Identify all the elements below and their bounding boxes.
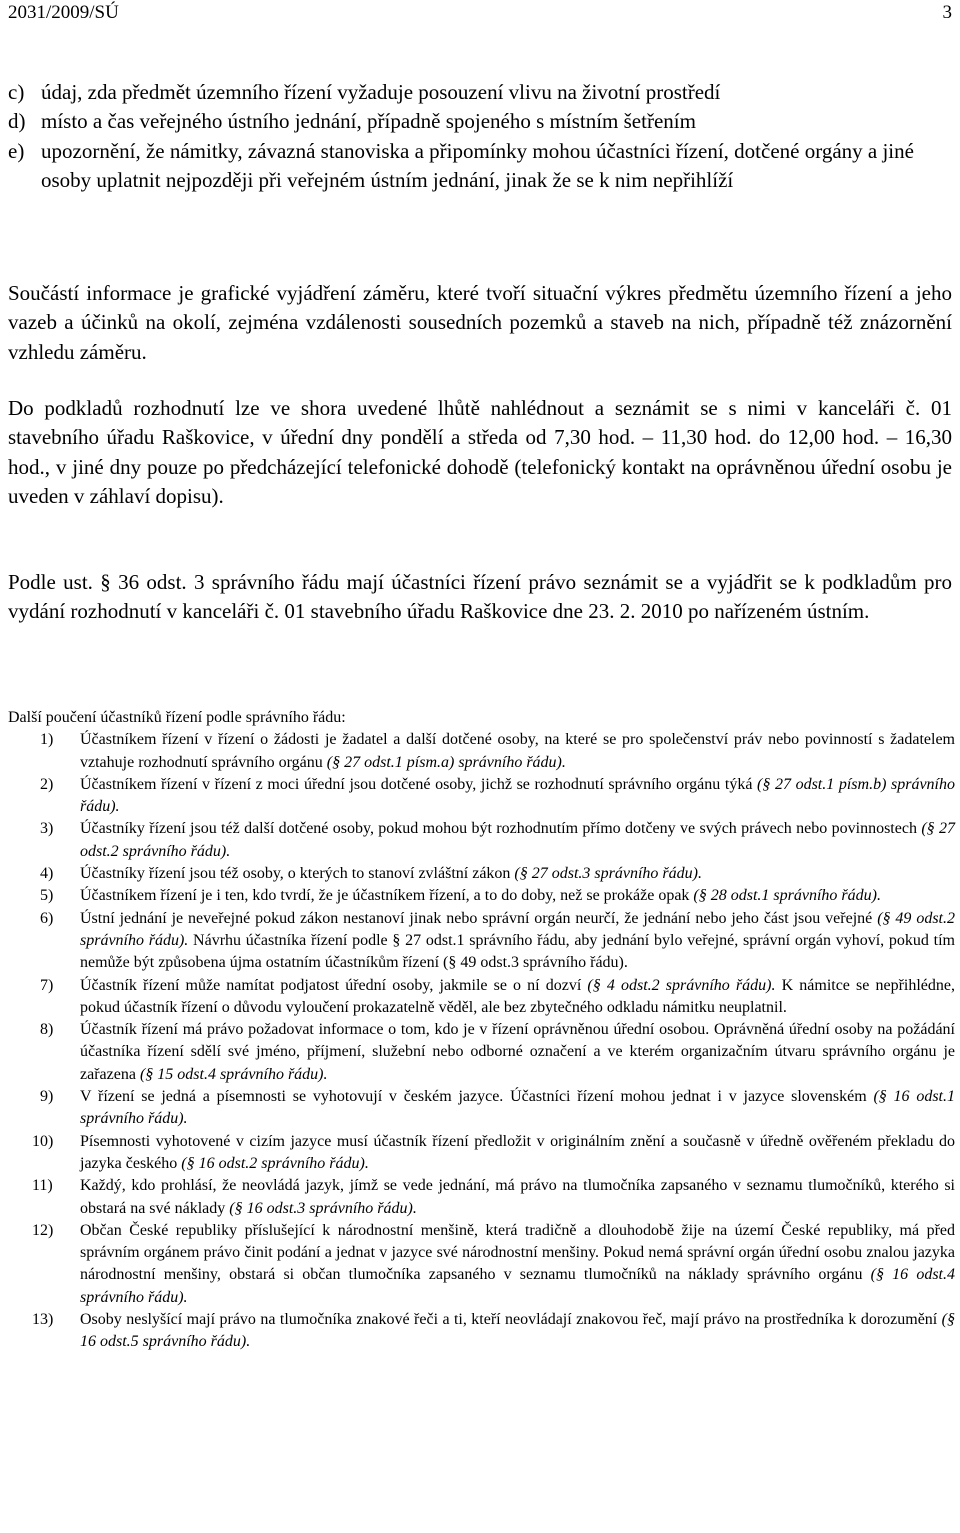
legal-reference: (§ 16 odst.3 správního řádu). xyxy=(229,1199,417,1217)
legal-reference: (§ 27 odst.3 správního řádu). xyxy=(514,865,702,883)
instruction-text: Občan České republiky příslušející k národnostní menšině, která tradičně a dlouhodobě žije na území České republiky, má před správním orgánem právo činit podání a jednat v jazyce své národnostní menšiny. Pokud nemá správní orgán úřední osobu znalou jazyka národnostní menšiny, obstará si občan tlumočníka zapsaného v seznamu tlumočníků na náklady správního orgánu xyxy=(80,1221,955,1284)
instruction-item xyxy=(8,908,955,975)
legal-reference: (§ 15 odst.4 správního řádu). xyxy=(139,1065,328,1083)
legal-reference: (§ 49 odst.2 správního řádu). xyxy=(80,909,956,949)
instruction-number: 11) xyxy=(32,1177,53,1195)
instruction-item xyxy=(8,1086,955,1131)
instruction-number: 9) xyxy=(40,1088,54,1106)
instruction-item xyxy=(8,863,955,885)
instruction-item xyxy=(8,1309,955,1354)
legal-reference: (§ 16 odst.4 správního řádu). xyxy=(80,1266,955,1306)
instruction-number: 12) xyxy=(32,1221,54,1239)
instruction-number: 4) xyxy=(40,865,54,883)
instruction-item xyxy=(8,1019,955,1086)
instructions-list xyxy=(8,729,955,1353)
instruction-text: Účastníkem řízení v řízení z moci úřední jsou dotčené osoby, jichž se rozhodnutí správního orgánu týká xyxy=(80,775,758,793)
instruction-text: Účastník řízení má právo požadovat informace o tom, kdo je v řízení oprávněnou úřední osobou. Oprávněná úřední osoby na požádání účastníka řízení sdělí své jméno, příjmení, služební nebo odborné označení a ve kterém organizačním útvaru správního orgánu je zařazena xyxy=(80,1021,955,1083)
legal-reference: (§ 4 odst.2 správního řádu). xyxy=(587,976,776,994)
instructions-heading: Další poučení účastníků řízení podle správního řádu: xyxy=(8,709,346,726)
instruction-item xyxy=(8,1131,955,1176)
page-header xyxy=(8,2,952,24)
legal-reference: (§ 16 odst.5 správního řádu). xyxy=(80,1311,955,1351)
legal-reference: (§ 16 odst.2 správního řádu). xyxy=(181,1154,369,1172)
instruction-item xyxy=(8,885,955,907)
instruction-text: Ústní jednání je neveřejné pokud zákon nestanoví jinak nebo správní orgán neurčí, že jednání nebo jeho část jsou veřejné xyxy=(80,909,878,927)
graphic-expression-paragraph: Součástí informace je grafické vyjádření záměru, které tvoří situační výkres předmětu územního řízení a jeho vazeb a účinků na okolí, zejména vzdálenosti sousedních pozemků a staveb na nich, případně též znázornění vzhledu záměru. xyxy=(8,281,952,364)
requirement-text: místo a čas veřejného ústního jednání, případně spojeného s místním šetřením xyxy=(41,109,696,134)
instruction-text: V řízení se jedná a písemnosti se vyhotovují v českém jazyce. Účastníci řízení mohou jednat i v jazyce slovenském xyxy=(80,1088,874,1106)
instruction-number: 6) xyxy=(40,909,54,927)
requirement-item xyxy=(8,107,952,136)
instruction-number: 10) xyxy=(32,1132,54,1150)
legal-reference: (§ 28 odst.1 správního řádu). xyxy=(693,887,881,905)
requirement-item xyxy=(8,137,952,196)
instruction-text: Účastníky řízení jsou též další dotčené osoby, pokud mohou být rozhodnutím přímo dotčeny ve svých právech nebo povinnostech xyxy=(80,820,922,838)
instruction-item xyxy=(8,774,955,819)
instruction-number: 13) xyxy=(32,1311,54,1329)
legal-reference: (§ 27 odst.1 písm.a) správního řádu). xyxy=(326,753,566,771)
instruction-number: 1) xyxy=(40,731,54,749)
instruction-continuation: K námitce se nepřihlédne, pokud účastník řízení o důvodu vyloučení prokazatelně věděl, ale bez zbytečného odkladu námitku neuplatnil. xyxy=(80,976,955,1016)
instruction-text: Každý, kdo prohlásí, že neovládá jazyk, jímž se vede jednání, má právo na tlumočníka zapsaného v seznamu tlumočníků, kterého si obstará na své náklady xyxy=(80,1177,955,1217)
instruction-number: 7) xyxy=(40,976,54,994)
legal-basis-paragraph: Podle ust. § 36 odst. 3 správního řádu mají účastníci řízení právo seznámit se a vyjádřit se k podkladům pro vydání rozhodnutí v kanceláři č. 01 stavebního úřadu Raškovice dne 23. 2. 2010 po nařízeném ústním. xyxy=(8,570,952,624)
instruction-item xyxy=(8,1175,955,1220)
requirement-letter: e) xyxy=(8,138,25,163)
requirement-text: údaj, zda předmět územního řízení vyžaduje posouzení vlivu na životní prostředí xyxy=(41,80,721,104)
instruction-number: 5) xyxy=(40,887,54,905)
instruction-continuation: Návrhu účastníka řízení podle § 27 odst.1 správního řádu, aby jednání bylo veřejné, správní orgán vyhoví, pokud tím nemůže být způsobena újma ostatním účastníkům řízení (§ 49 odst.3 správního řádu). xyxy=(80,931,955,972)
legal-reference: (§ 27 odst.1 písm.b) správního řádu). xyxy=(80,775,955,816)
page-number: 3 xyxy=(942,2,952,23)
instruction-text: Osoby neslyšící mají právo na tlumočníka znakové řeči a ti, kteří neovládají znakovou řeč, mají právo na prostředníka k dorozumění xyxy=(80,1311,942,1329)
instruction-item xyxy=(8,729,955,774)
legal-reference: (§ 16 odst.1 správního řádu). xyxy=(80,1088,955,1128)
instruction-item xyxy=(8,818,955,863)
instruction-text: Účastníky řízení jsou též osoby, o kterých to stanoví zvláštní zákon xyxy=(80,865,515,883)
instruction-text: Účastník řízení může namítat podjatost úřední osoby, jakmile se o ní dozví xyxy=(80,976,588,994)
instruction-number: 3) xyxy=(40,820,54,838)
instruction-text: Účastníkem řízení v řízení o žádosti je žadatel a další dotčené osoby, na které se pro společenství práv nebo povinností s žadatelem vztahuje rozhodnutí správního orgánu xyxy=(80,731,955,771)
participant-instructions xyxy=(8,707,955,1354)
requirement-item xyxy=(8,78,952,107)
instruction-item xyxy=(8,1220,955,1309)
instruction-item xyxy=(8,975,955,1020)
legal-reference: (§ 27 odst.2 správního řádu). xyxy=(80,820,956,860)
document-reference: 2031/2009/SÚ xyxy=(8,2,119,23)
instruction-text: Účastníkem řízení je i ten, kdo tvrdí, že je účastníkem řízení, a to do doby, než se prokáže opak xyxy=(80,887,694,905)
instruction-number: 2) xyxy=(40,775,54,793)
requirement-letter: d) xyxy=(8,109,26,134)
instruction-number: 8) xyxy=(40,1021,54,1039)
requirement-text: upozornění, že námitky, závazná stanoviska a připomínky mohou účastníci řízení, dotčené orgány a jiné osoby uplatnit nejpozději při veřejném ústním jednání, jinak že se k nim nepřihlíží xyxy=(41,138,914,192)
documents-inspection-paragraph: Do podkladů rozhodnutí lze ve shora uvedené lhůtě nahlédnout a seznámit se s nimi v kanceláři č. 01 stavebního úřadu Raškovice, v úřední dny pondělí a středa od 7,30 hod. – 11,30 hod. do 12,00 hod. – 16,30 hod., v jiné dny pouze po předcházející telefonické dohodě (telefonický kontakt na oprávněnou úřední osobu je uveden v záhlaví dopisu). xyxy=(8,396,952,508)
requirements-list xyxy=(8,78,952,195)
requirement-letter: c) xyxy=(8,80,25,104)
instruction-text: Písemnosti vyhotovené v cizím jazyce musí účastník řízení předložit v originálním znění a současně v úředně ověřeném překladu do jazyka českého xyxy=(80,1132,955,1172)
